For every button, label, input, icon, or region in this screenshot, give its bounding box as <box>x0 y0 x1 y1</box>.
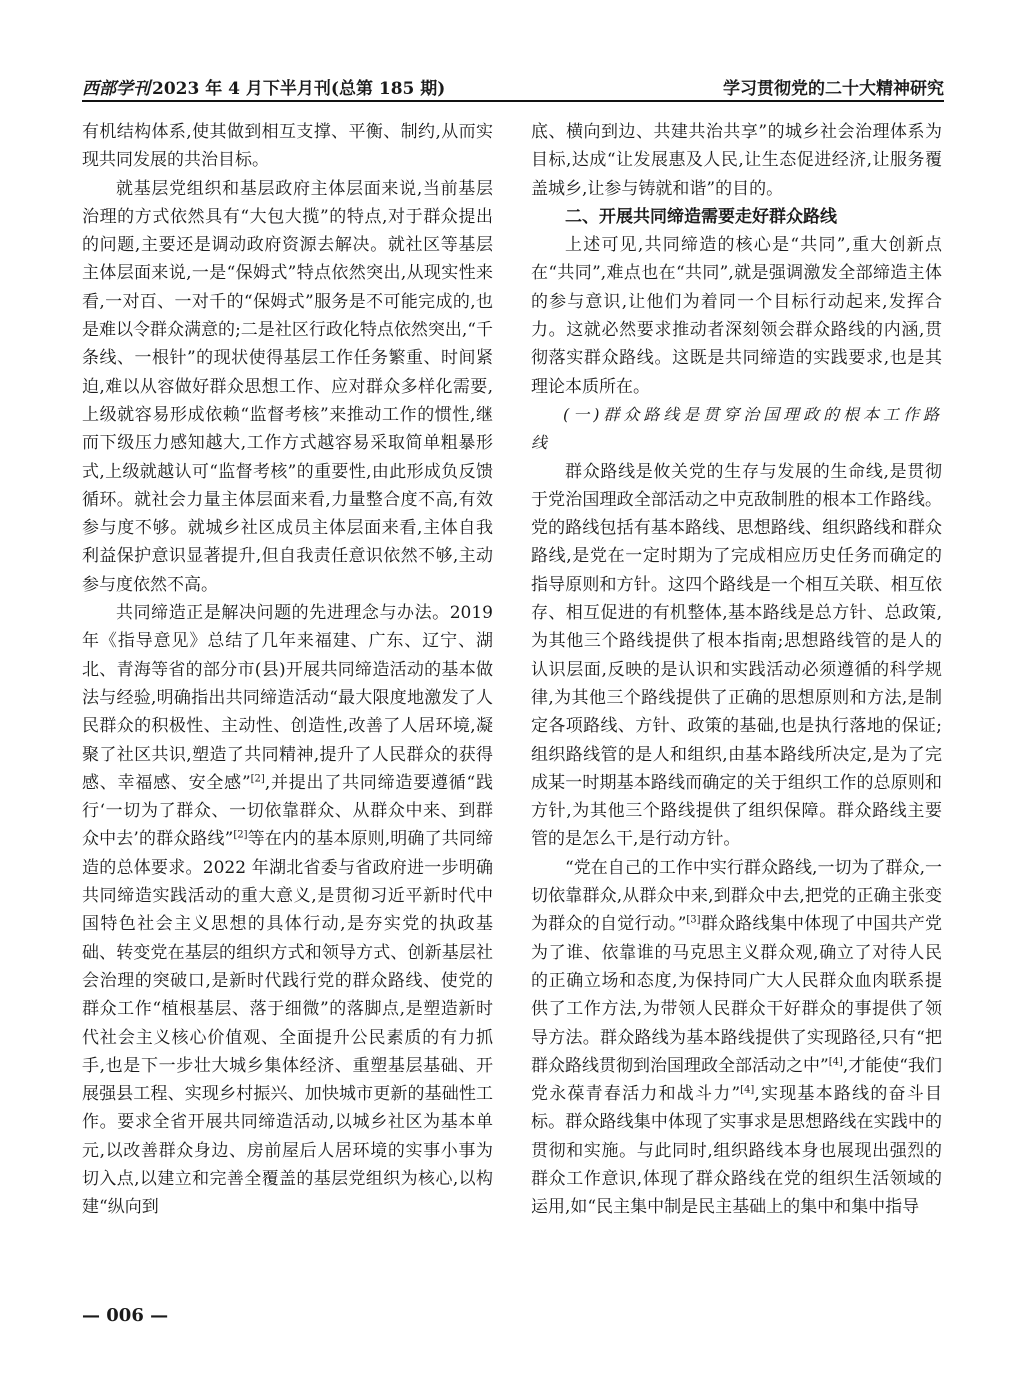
paragraph: 群众路线是攸关党的生存与发展的生命线,是贯彻于党治国理政全部活动之中克敌制胜的根本工作路线。党的路线包括有基本路线、思想路线、组织路线和群众路线,是党在一定时期为了完成相应历史任务而确定的指导原则和方针。这四个路线是一个相互关联、相互依存、相互促进的有机整体,基本路线是总方针、总政策,为其他三个路线提供了根本指南;思想路线管的是人的认识层面,反映的是认识和实践活动必须遵循的科学规律,为其他三个路线提供了正确的思想原则和方法,是制定各项路线、方针、政策的基础,也是执行落地的保证;组织路线管的是人和组织,由基本路线所决定,是为了完成某一时期基本路线而确定的关于组织工作的总原则和方针,为其他三个路线提供了组织保障。群众路线主要管的是怎么干,是行动方针。 <box>531 461 942 850</box>
citation-ref: [2] <box>250 773 265 785</box>
section-heading: 二、开展共同缔造需要走好群众路线 <box>565 206 837 227</box>
right-column <box>531 118 942 1222</box>
text-run: 共同缔造正是解决问题的先进理念与办法。2019 年《指导意见》总结了几年来福建、广东、辽宁、湖北、青海等省的部分市(县)开展共同缔造活动的基本做法与经验,明确指出共同缔造活动“最大限度地激发了人民群众的积极性、主动性、创造性,改善了人居环境,凝聚了社区共识,塑造了共同精神,提升了人民群众的获得感、幸福感、安全感” <box>82 603 493 793</box>
text-run: “党在自己的工作中实行群众路线,一切为了群众,一切依靠群众,从群众中来,到群众中去,把党的正确主张变为群众的自觉行动。” <box>531 857 942 935</box>
paragraph <box>82 599 493 1222</box>
text-run: ,并提出了共同缔造要遵循“践行‘一切为了群众、一切依靠群众、从群众中来、到群众中去’的群众路线” <box>82 772 493 850</box>
text-run: ,实现基本路线的奋斗目标。群众路线集中体现了实事求是思想路线在实践中的贯彻和实施。与此同时,组织路线本身也展现出强烈的群众工作意识,体现了群众路线在党的组织生活领域的运用,如“民主集中制是民主基础上的集中和集中指导 <box>531 1084 942 1218</box>
paragraph: 底、横向到边、共建共治共享”的城乡社会治理体系为目标,达成“让发展惠及人民,让生态促进经济,让服务覆盖城乡,让参与铸就和谐”的目的。 <box>531 122 942 199</box>
subsection-heading: (一)群众路线是贯穿治国理政的根本工作路线 <box>531 404 942 453</box>
citation-ref: [3] <box>686 914 701 926</box>
paragraph <box>531 854 942 1222</box>
left-column <box>82 118 493 1222</box>
issue-info: 2023 年 4 月下半月刊(总第 185 期) <box>152 79 446 99</box>
running-header <box>82 70 944 102</box>
paragraph: 就基层党组织和基层政府主体层面来说,当前基层治理的方式依然具有“大包大揽”的特点,对于群众提出的问题,主要还是调动政府资源去解决。就社区等基层主体层面来说,一是“保姆式”特点依然突出,从现实性来看,一对百、一对千的“保姆式”服务是不可能完成的,也是难以令群众满意的;二是社区行政化特点依然突出,“千条线、一根针”的现状使得基层工作任务繁重、时间紧迫,难以从容做好群众思想工作、应对群众多样化需要,上级就容易形成依赖“监督考核”来推动工作的惯性,继而下级压力感知越大,工作方式越容易采取简单粗暴形式,上级就越认可“监督考核”的重要性,由此形成负反馈循环。就社会力量主体层面来看,力量整合度不高,有效参与度不够。就城乡社区成员主体层面来看,主体自我利益保护意识显著提升,但自我责任意识依然不够,主动参与度依然不高。 <box>82 178 493 595</box>
section-title: 学习贯彻党的二十大精神研究 <box>723 79 944 99</box>
citation-ref: [4] <box>740 1084 755 1096</box>
header-journal <box>82 74 445 99</box>
paragraph: 有机结构体系,使其做到相互支撑、平衡、制约,从而实现共同发展的共治目标。 <box>82 122 493 171</box>
paragraph: 上述可见,共同缔造的核心是“共同”,重大创新点在“共同”,难点也在“共同”,就是强调激发全部缔造主体的参与意识,让他们为着同一个目标行动起来,发挥合力。这就必然要求推动者深刻领会群众路线的内涵,贯彻落实群众路线。这既是共同缔造的实践要求,也是其理论本质所在。 <box>531 235 942 397</box>
text-run: 等在内的基本原则,明确了共同缔造的总体要求。2022 年湖北省委与省政府进一步明确共同缔造实践活动的重大意义,是贯彻习近平新时代中国特色社会主义思想的具体行动,是夯实党的执政基础、转变党在基层的组织方式和领导方式、创新基层社会治理的突破口,是新时代践行党的群众路线、使党的群众工作“植根基层、落于细微”的落脚点,是塑造新时代社会主义核心价值观、全面提升公民素质的有力抓手,也是下一步壮大城乡集体经济、重塑基层基础、开展强县工程、实现乡村振兴、加快城市更新的基础性工作。要求全省开展共同缔造活动,以城乡社区为基本单元,以改善群众身边、房前屋后人居环境的实事小事为切入点,以建立和完善全覆盖的基层党组织为核心,以构建“纵向到 <box>82 829 493 1218</box>
page-number: — 006 — <box>82 1305 169 1326</box>
journal-logo: 西部学刊 <box>82 79 150 99</box>
citation-ref: [2] <box>233 829 248 841</box>
text-run: 群众路线集中体现了中国共产党为了谁、依靠谁的马克思主义群众观,确立了对待人民的正确立场和态度,为保持同广大人民群众血肉联系提供了工作方法,为带领人民群众干好群众的事提供了领导方法。群众路线为基本路线提供了实现路径,只有“把群众路线贯彻到治国理政全部活动之中” <box>531 914 943 1076</box>
text-run: ,才能使“我们党永葆青春活力和战斗力” <box>531 1055 942 1105</box>
citation-ref: [4] <box>828 1056 843 1068</box>
